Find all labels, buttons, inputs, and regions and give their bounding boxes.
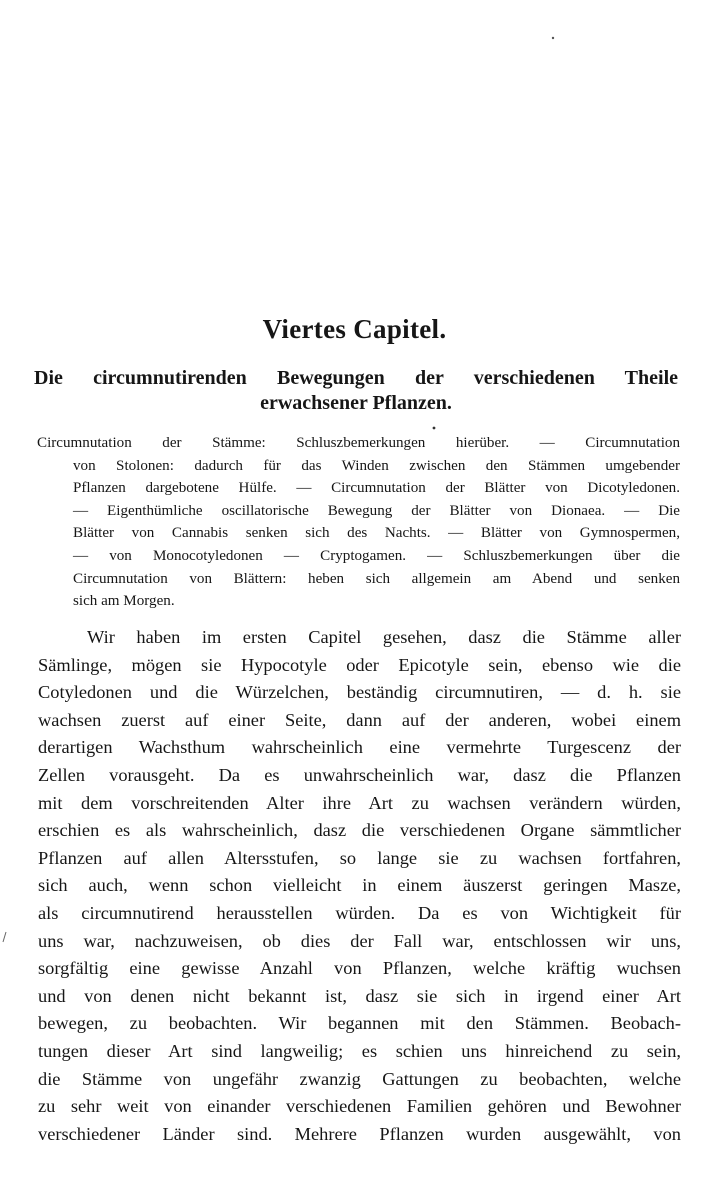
body-line: als circumnutirend herausstellen würden. Da es von Wichtigkeit für [38, 902, 681, 923]
chapter-subtitle [34, 366, 678, 416]
body-line: und von denen nicht bekannt ist, dasz sie sich in irgend einer Art [38, 985, 681, 1006]
body-line: Pflanzen auf allen Altersstufen, so lange sie zu wachsen fortfahren, [38, 847, 681, 868]
summary-line: Pflanzen dargebotene Hülfe. — Circumnutation der Blätter von Dicotyledonen. [73, 480, 680, 497]
summary-line: Blätter von Cannabis senken sich des Nachts. — Blätter von Gymnospermen, [73, 525, 680, 542]
body-line: tungen dieser Art sind langweilig; es schien uns hinreichend zu sein, [38, 1040, 681, 1061]
body-line: verschiedener Länder sind. Mehrere Pflanzen wurden ausgewählt, von [38, 1123, 681, 1144]
summary-line: von Stolonen: dadurch für das Winden zwischen den Stämmen umgebender [73, 457, 680, 474]
body-paragraph [38, 624, 681, 1148]
chapter-summary [37, 432, 680, 613]
body-line: Wir haben im ersten Capitel gesehen, dasz die Stämme aller [87, 627, 681, 647]
body-line: Zellen vorausgeht. Da es unwahrscheinlich war, dasz die Pflanzen [38, 764, 681, 785]
body-line: Sämlinge, mögen sie Hypocotyle oder Epicotyle sein, ebenso wie die [38, 654, 681, 675]
body-line: uns war, nachzuweisen, ob dies der Fall war, entschlossen wir uns, [38, 930, 681, 951]
summary-line: Circumnutation von Blättern: heben sich allgemein am Abend und senken [73, 570, 680, 587]
body-line: Cotyledonen und die Würzelchen, beständig circumnutiren, — d. h. sie [38, 682, 681, 703]
body-line: sich auch, wenn schon vielleicht in einem äuszerst geringen Masze, [38, 875, 681, 896]
summary-line: — von Monocotyledonen — Cryptogamen. — Schluszbemerkungen über die [73, 547, 680, 564]
body-line: bewegen, zu beobachten. Wir begannen mit den Stämmen. Beobach- [38, 1013, 681, 1034]
summary-line: Circumnutation der Stämme: Schluszbemerkungen hierüber. — Circumnutation [37, 435, 680, 451]
body-line: derartigen Wachsthum wahrscheinlich eine vermehrte Turgescenz der [38, 737, 681, 758]
body-line: sorgfältig eine gewisse Anzahl von Pflanzen, welche kräftig wuchsen [38, 958, 681, 979]
subtitle-line: Die circumnutirenden Bewegungen der verschiedenen Theile [34, 367, 678, 389]
body-line: zu sehr weit von einander verschiedenen Familien gehören und Bewohner [38, 1096, 681, 1117]
body-line: erschien es als wahrscheinlich, dasz die verschiedenen Organe sämmtlicher [38, 820, 681, 841]
body-line: wachsen zuerst auf einer Seite, dann auf der anderen, wobei einem [38, 709, 681, 730]
chapter-title: Viertes Capitel. [262, 314, 447, 344]
summary-line: — Eigenthümliche oscillatorische Bewegung der Blätter von Dionaea. — Die [73, 502, 680, 519]
body-line: mit dem vorschreitenden Alter ihre Art zu wachsen verändern würden, [38, 792, 681, 813]
summary-line: sich am Morgen. [73, 593, 175, 610]
subtitle-line: erwachsener Pflanzen. [260, 392, 452, 414]
body-line: die Stämme von ungefähr zwanzig Gattungen zu beobachten, welche [38, 1068, 681, 1089]
